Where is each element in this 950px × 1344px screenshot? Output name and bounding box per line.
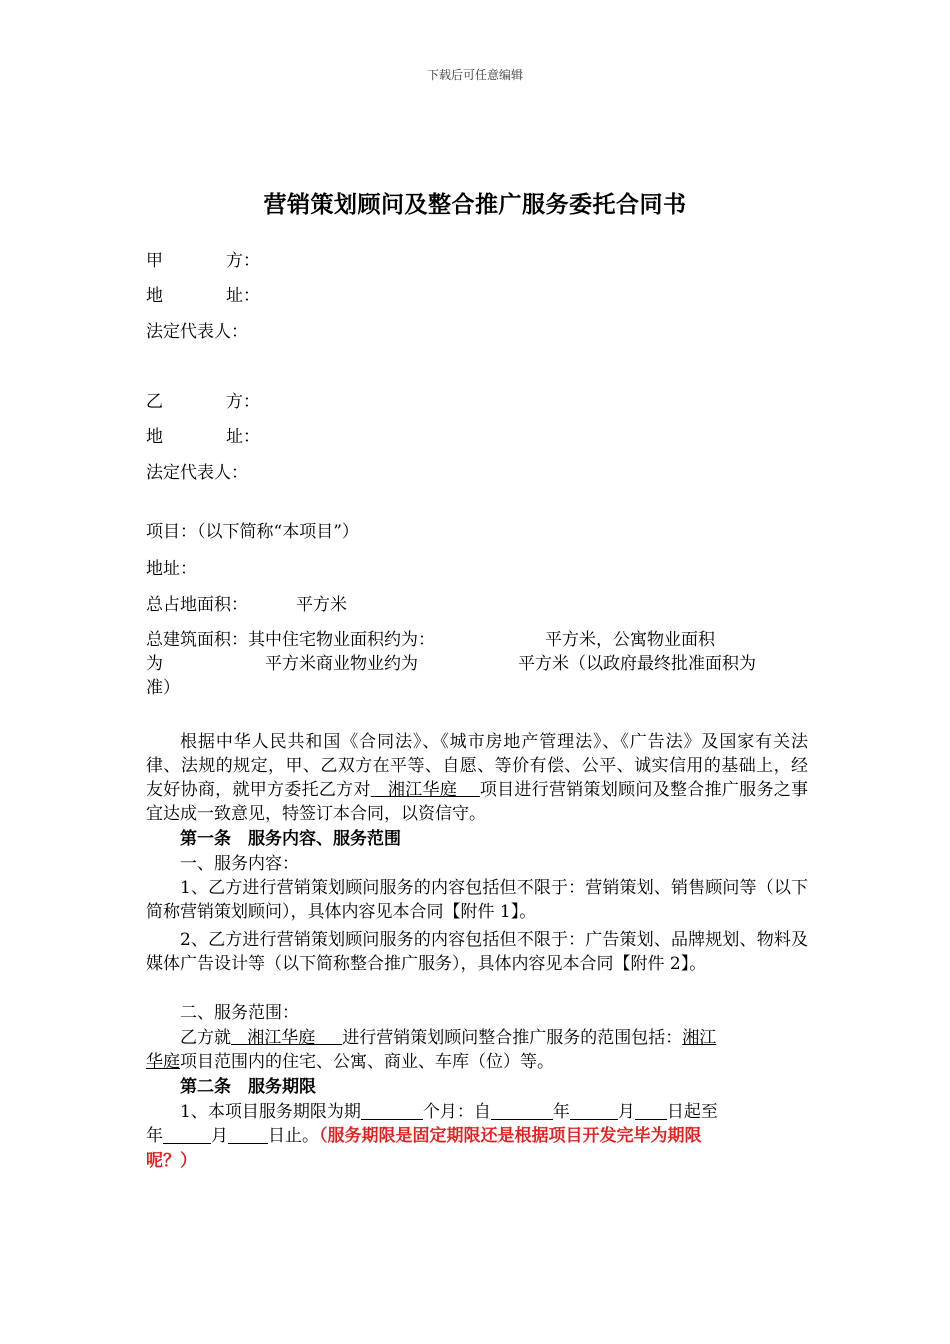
term-line2: 年 月 日止。（服务期限是固定期限还是根据项目开发完毕为期限 (146, 1126, 702, 1146)
term-note: （服务期限是固定期限还是根据项目开发完毕为期限 (319, 1126, 702, 1146)
party-b-line: 乙 方： (146, 392, 260, 412)
blank-start-day[interactable] (635, 1101, 667, 1120)
article1-sub1: 一、服务内容： (180, 854, 299, 874)
blank-end-year[interactable] (163, 1125, 211, 1144)
header-note: 下载后可任意编辑 (426, 68, 523, 82)
blank-start-year[interactable] (491, 1101, 553, 1120)
article1-sub2: 二、服务范围： (180, 1003, 299, 1023)
build-area-line3: 准） (146, 678, 180, 698)
blank-start-month[interactable] (570, 1101, 618, 1120)
land-area: 总占地面积： 平方米 (146, 595, 347, 615)
party-b-address: 地 址： (146, 427, 260, 447)
project-name-underlined: 湘江华庭 (387, 780, 458, 800)
article1-item2: 2、乙方进行营销策划顾问服务的内容包括但不限于：广告策划、品牌规划、物料及媒体广告设计等（以下简称整合推广服务），具体内容见本合同【附件 2】。 (146, 930, 808, 974)
term-note-end: 呢？） (146, 1151, 197, 1171)
project-address: 地址： (146, 559, 197, 579)
scope-line1: 乙方就 湘江华庭 进行营销策划顾问整合推广服务的范围包括：湘江 (180, 1028, 717, 1048)
party-a-line: 甲 方： (146, 251, 260, 271)
build-area-line1: 总建筑面积：其中住宅物业面积约为： 平方米，公寓物业面积 (146, 630, 715, 650)
party-a-rep: 法定代表人： (146, 322, 248, 342)
party-a-address: 地 址： (146, 286, 260, 306)
project-name: 项目：（以下简称“本项目”） (146, 522, 359, 542)
party-b-rep: 法定代表人： (146, 463, 248, 483)
blank-end-month[interactable] (228, 1125, 268, 1144)
article1-heading: 第一条 服务内容、服务范围 (180, 829, 401, 849)
scope-line2: 华庭项目范围内的住宅、公寓、商业、车库（位）等。 (146, 1052, 554, 1072)
intro-paragraph: 根据中华人民共和国《合同法》、《城市房地产管理法》、《广告法》及国家有关法律、法规的规定，甲、乙双方在平等、自愿、等价有偿、公平、诚实信用的基础上，经友好协商，就甲方委托乙方对 湘江华庭 项目进行营销策划顾问及整合推广服务之事宜达成一致意见，特签订本合同，以资信守。 (146, 732, 809, 824)
article1-item1: 1、乙方进行营销策划顾问服务的内容包括但不限于：营销策划、销售顾问等（以下简称营销策划顾问），具体内容见本合同【附件 1】。 (146, 878, 808, 922)
article2-heading: 第二条 服务期限 (180, 1077, 316, 1097)
term-line1: 1、本项目服务期限为期 个月：自 年 月 日起至 (180, 1102, 718, 1122)
blank-months[interactable] (361, 1101, 423, 1120)
document-title: 营销策划顾问及整合推广服务委托合同书 (263, 192, 687, 218)
build-area-line2: 为 平方米商业物业约为 平方米（以政府最终批准面积为 (146, 654, 756, 674)
